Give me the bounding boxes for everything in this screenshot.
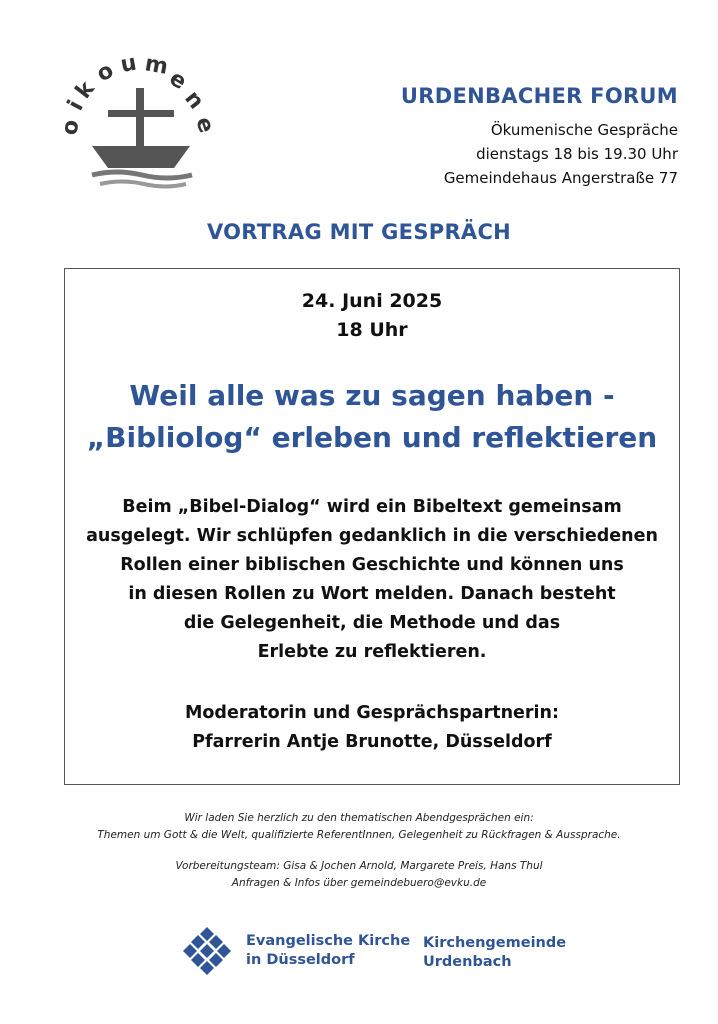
svg-text:k: k: [71, 76, 100, 104]
footer-topics: Themen um Gott & die Welt, qualifizierte ReferentInnen, Gelegenheit zu Rückfragen & Aussprache.: [97, 829, 621, 841]
ekd-name: [246, 932, 410, 970]
footer-team: Vorbereitungsteam: Gisa & Jochen Arnold, Margarete Preis, Hans Thul: [175, 860, 543, 872]
svg-text:n: n: [179, 86, 209, 115]
svg-text:e: e: [190, 114, 219, 137]
svg-text:o: o: [92, 57, 119, 88]
svg-text:e: e: [164, 65, 191, 95]
event-time: 18 Uhr: [336, 319, 408, 341]
event-type-heading: VORTRAG MIT GESPRÄCH: [206, 220, 512, 244]
moderator-label: Moderatorin und Gesprächspartnerin:: [185, 703, 559, 723]
event-box: [64, 268, 680, 785]
forum-time: dienstags 18 bis 19.30 Uhr: [476, 145, 678, 163]
forum-location: Gemeindehaus Angerstraße 77: [443, 169, 678, 187]
description-line: die Gelegenheit, die Methode und das: [183, 613, 561, 633]
event-title-line1: Weil alle was zu sagen haben -: [129, 379, 615, 412]
footer-contact: Anfragen & Infos über gemeindebuero@evku.de: [231, 877, 487, 889]
ekd-logo: [182, 926, 410, 976]
footer-invitation: Wir laden Sie herzlich zu den thematischen Abendgesprächen ein:: [184, 812, 534, 824]
description-line: Rollen einer biblischen Geschichte und können uns: [120, 555, 624, 575]
event-description: [65, 493, 679, 667]
ekd-name-line2: in Düsseldorf: [246, 952, 355, 968]
moderator: [65, 699, 679, 757]
event-date: 24. Juni 2025: [301, 290, 443, 312]
forum-title: URDENBACHER FORUM: [400, 84, 678, 108]
svg-text:i: i: [63, 96, 89, 115]
ekd-name-line1: Evangelische Kirche: [246, 933, 411, 949]
svg-text:o: o: [57, 117, 85, 138]
kirchengemeinde-line1: Kirchengemeinde: [423, 935, 567, 951]
kirchengemeinde-line2: Urdenbach: [423, 954, 512, 970]
description-line: in diesen Rollen zu Wort melden. Danach besteht: [128, 584, 616, 604]
svg-text:m: m: [142, 51, 170, 80]
event-title: [65, 375, 679, 459]
kirchengemeinde-name: [423, 934, 566, 972]
oikoumene-logo: [57, 48, 222, 188]
cross-pattern-icon: [182, 926, 232, 976]
svg-text:u: u: [118, 50, 139, 78]
forum-header: [401, 84, 678, 190]
footer-info: [0, 810, 718, 892]
description-line: Erlebte zu reflektieren.: [257, 642, 487, 662]
moderator-name: Pfarrerin Antje Brunotte, Düsseldorf: [192, 732, 552, 752]
description-line: Beim „Bibel-Dialog“ wird ein Bibeltext gemeinsam: [122, 497, 622, 517]
event-datetime: [65, 287, 679, 345]
event-title-line2: „Bibliolog“ erleben und reflektieren: [86, 421, 658, 454]
description-line: ausgelegt. Wir schlüpfen gedanklich in die verschiedenen: [86, 526, 658, 546]
forum-subtitle: Ökumenische Gespräche: [490, 121, 678, 139]
